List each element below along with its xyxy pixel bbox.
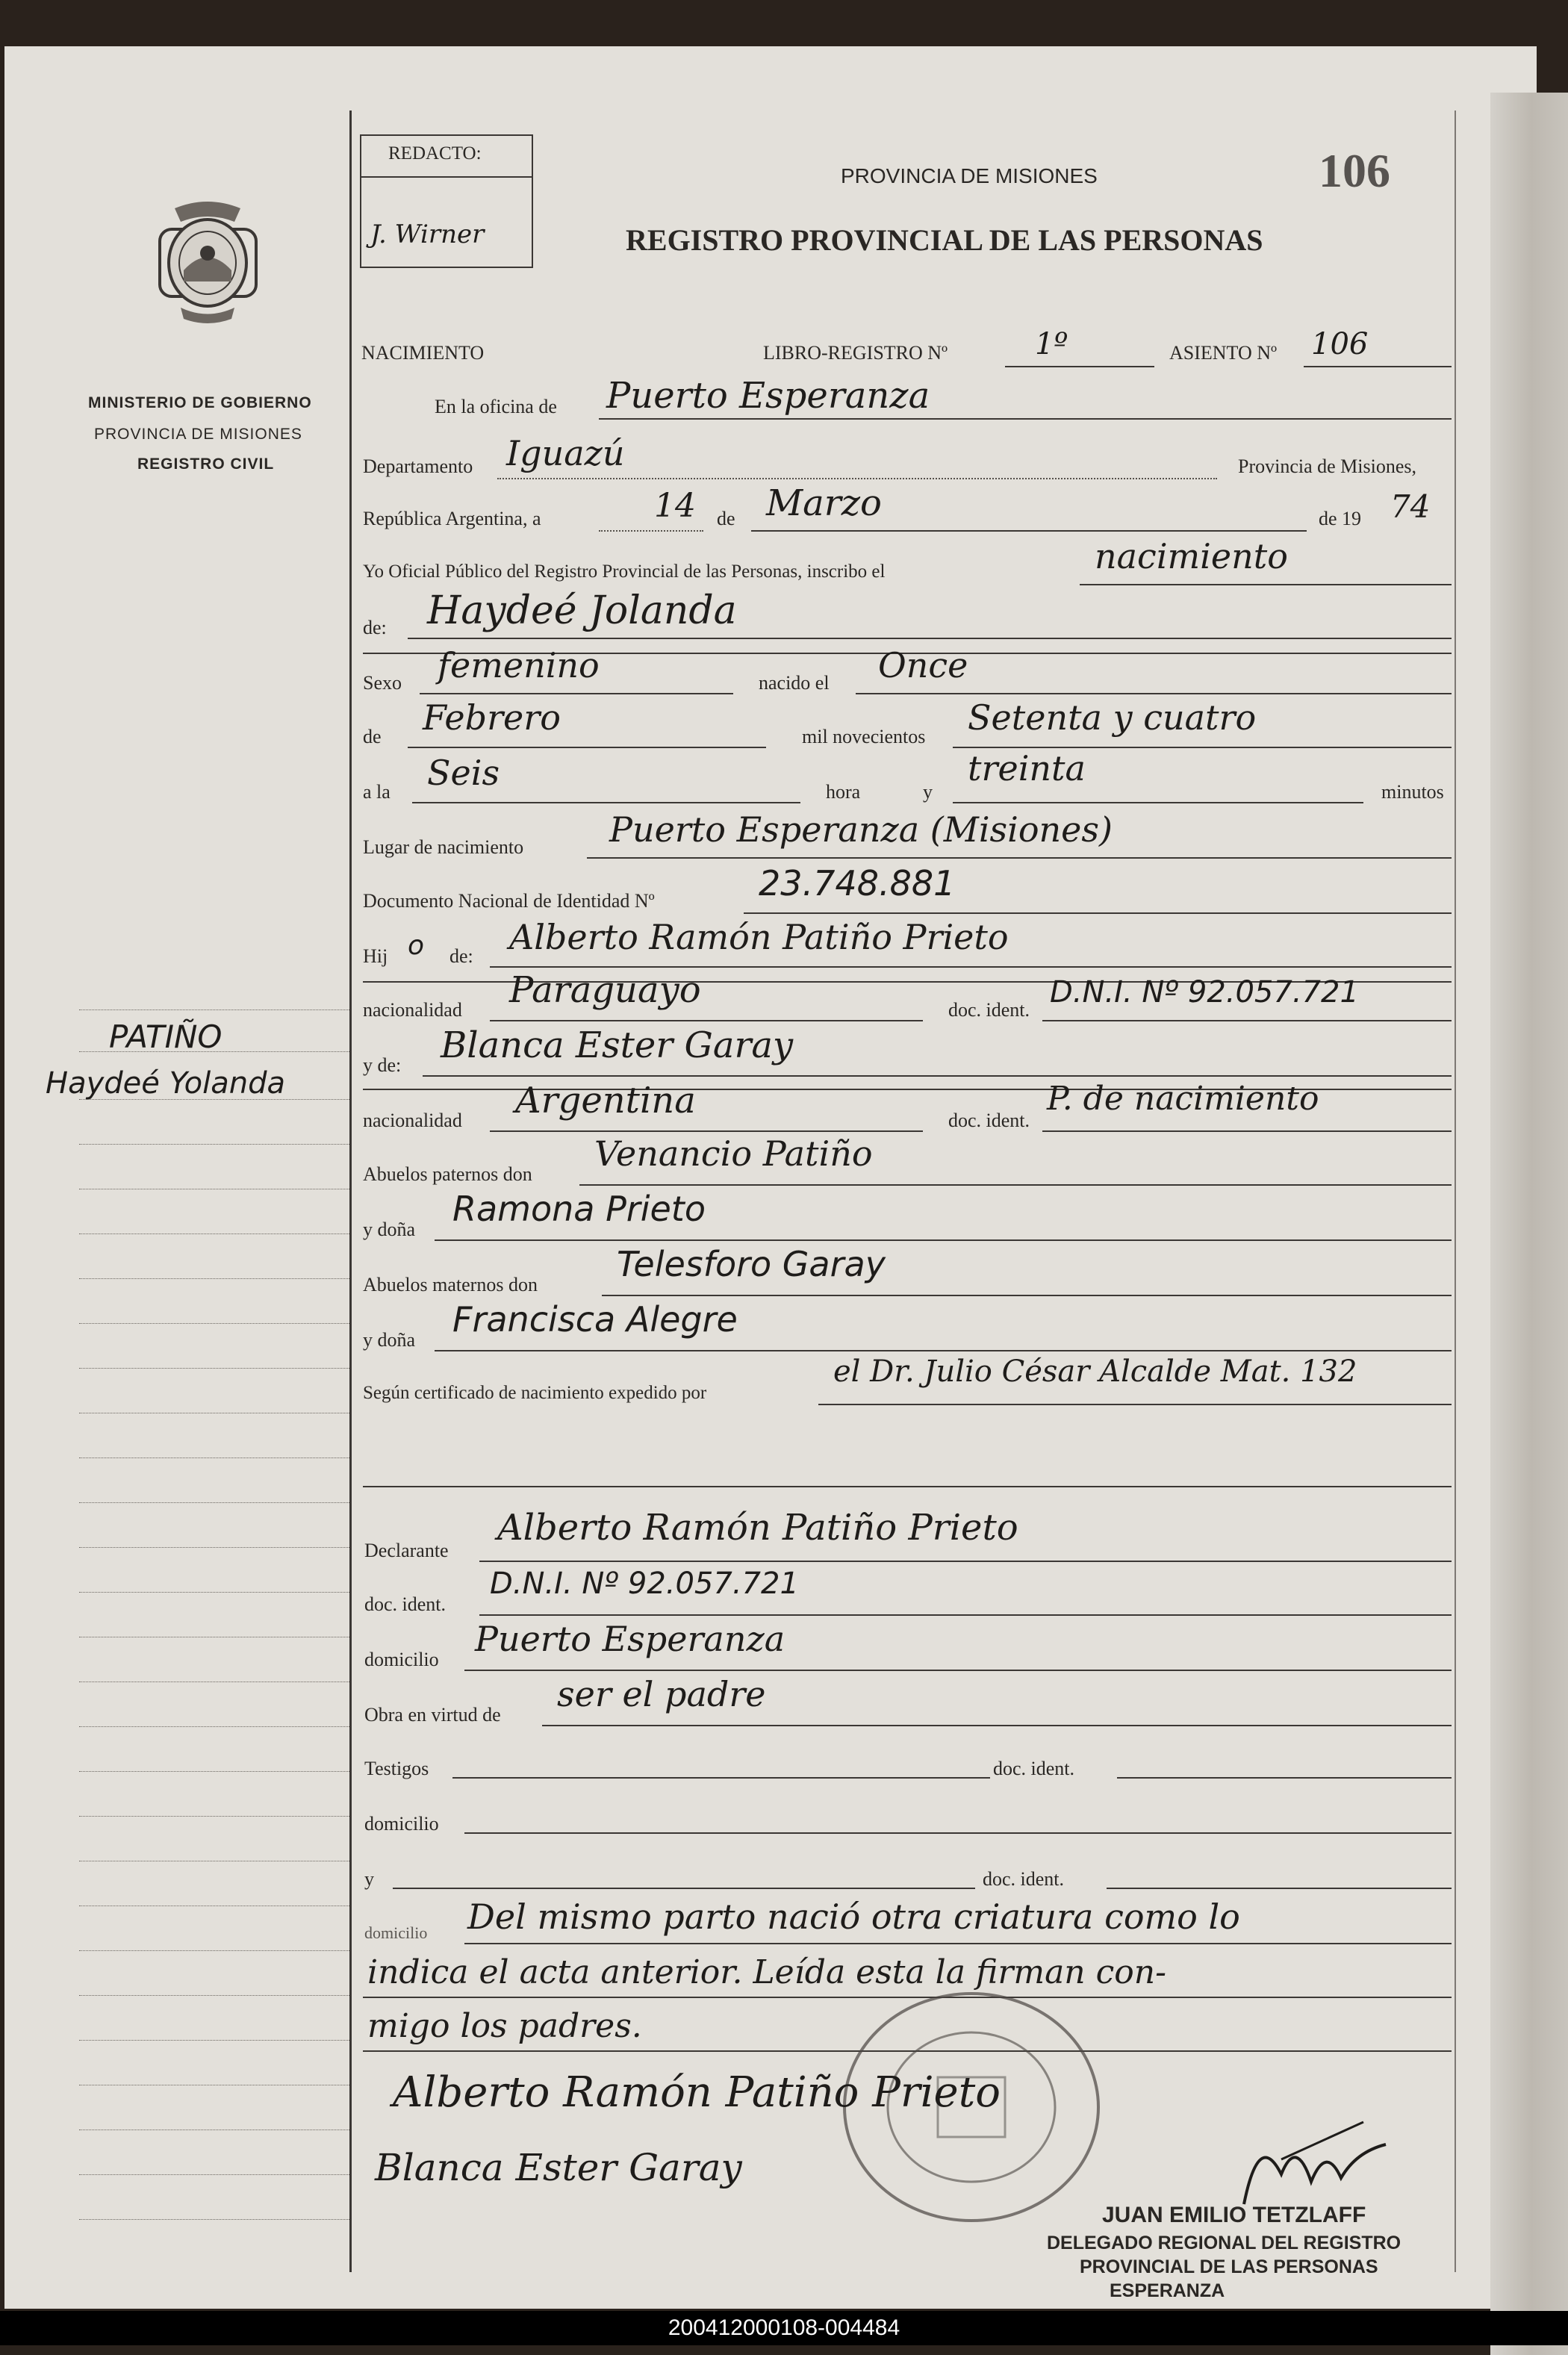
margin-surname: PATIÑO xyxy=(109,1018,223,1055)
madre-value: Blanca Ester Garay xyxy=(441,1024,794,1066)
observacion-line3: migo los padres. xyxy=(367,2007,642,2045)
nacionalidad-madre-value: Argentina xyxy=(515,1080,696,1121)
y-label: y xyxy=(923,781,933,803)
declarante-value: Alberto Ramón Patiño Prieto xyxy=(497,1507,1018,1549)
domicilio-value: Puerto Esperanza xyxy=(475,1619,785,1659)
doc-ident-madre-label: doc. ident. xyxy=(948,1110,1030,1131)
hora-label: hora xyxy=(826,781,861,803)
certificado-label: Según certificado de nacimiento expedido por xyxy=(363,1383,707,1403)
mil-value: Setenta y cuatro xyxy=(968,697,1257,738)
doc-padre-value: D.N.I. Nº 92.057.721 xyxy=(1050,975,1359,1009)
documento-value: 23.748.881 xyxy=(759,863,956,903)
page-title: REGISTRO PROVINCIAL DE LAS PERSONAS xyxy=(626,223,1263,257)
departamento-label: Departamento xyxy=(363,455,473,477)
mil-label: mil novecientos xyxy=(802,726,926,747)
minutos-label: minutos xyxy=(1381,781,1444,803)
nacido-value: Once xyxy=(878,645,968,685)
a-la-label: a la xyxy=(363,781,391,803)
registry-label: REGISTRO CIVIL xyxy=(137,455,275,473)
redacto-value: J. Wirner xyxy=(370,220,485,249)
month-value: Marzo xyxy=(766,482,882,524)
asiento-label: ASIENTO Nº xyxy=(1169,342,1278,364)
redacto-label: REDACTO: xyxy=(388,143,482,164)
abuela-materna-value: Francisca Alegre xyxy=(452,1299,738,1340)
oficina-label: En la oficina de xyxy=(435,396,557,417)
official-title1: DELEGADO REGIONAL DEL REGISTRO xyxy=(1047,2233,1401,2253)
province-label: PROVINCIA DE MISIONES xyxy=(94,426,302,443)
day-value: 14 xyxy=(654,487,696,525)
doc-ident-padre-label: doc. ident. xyxy=(948,999,1030,1021)
observacion-line1: Del mismo parto nació otra criatura como lo xyxy=(467,1897,1240,1937)
minutos-value: treinta xyxy=(968,748,1086,788)
lugar-label: Lugar de nacimiento xyxy=(363,836,524,858)
y-dona-paterna-label: y doña xyxy=(363,1219,416,1240)
right-margin-line xyxy=(1455,111,1456,2272)
page-number: 106 xyxy=(1319,144,1390,197)
type-label: NACIMIENTO xyxy=(361,342,485,364)
binding-edge xyxy=(1490,93,1568,2355)
nacido-label: nacido el xyxy=(759,672,830,694)
padre-value: Alberto Ramón Patiño Prieto xyxy=(509,917,1009,957)
abuelo-materno-value: Telesforo Garay xyxy=(617,1244,886,1284)
sidebar xyxy=(4,46,349,2309)
domicilio-label: domicilio xyxy=(364,1649,439,1670)
de-year-label: de 19 xyxy=(1319,508,1362,529)
provincia-suffix: Provincia de Misiones, xyxy=(1238,455,1417,477)
republica-label: República Argentina, a xyxy=(363,508,541,529)
domicilio-testigo2-label: domicilio xyxy=(364,1923,428,1942)
hora-value: Seis xyxy=(427,753,500,793)
coat-of-arms-icon xyxy=(154,199,262,326)
hijo-suffix: o xyxy=(408,930,425,961)
doc-madre-value: P. de nacimiento xyxy=(1047,1080,1319,1118)
mother-signature: Blanca Ester Garay xyxy=(375,2146,742,2189)
domicilio-testigo1-label: domicilio xyxy=(364,1813,439,1835)
y-dona-materna-label: y doña xyxy=(363,1329,416,1351)
de2-label: de xyxy=(363,726,382,747)
name-value: Haydeé Jolanda xyxy=(427,588,737,633)
observacion-line2: indica el acta anterior. Leída esta la firman con- xyxy=(367,1953,1166,1991)
testigos-label: Testigos xyxy=(364,1758,429,1779)
ministry-label: MINISTERIO DE GOBIERNO xyxy=(88,394,312,411)
doc-ident-declarante-label: doc. ident. xyxy=(364,1593,447,1615)
header-province: PROVINCIA DE MISIONES xyxy=(841,164,1098,187)
abuelo-paterno-value: Venancio Patiño xyxy=(594,1133,873,1174)
abuelos-maternos-label: Abuelos maternos don xyxy=(363,1274,538,1295)
image-id-footer: 200412000108-004484 xyxy=(0,2311,1568,2345)
asiento-value: 106 xyxy=(1311,327,1369,361)
abuelos-paternos-label: Abuelos paternos don xyxy=(363,1163,532,1185)
nacionalidad-madre-label: nacionalidad xyxy=(363,1110,462,1131)
year-value: 74 xyxy=(1390,488,1431,525)
father-signature: Alberto Ramón Patiño Prieto xyxy=(393,2068,1001,2117)
name-label: de: xyxy=(363,617,387,638)
de-label: de xyxy=(717,508,735,529)
doc-declarante-value: D.N.I. Nº 92.057.721 xyxy=(490,1567,799,1601)
doc-ident-testigo2-label: doc. ident. xyxy=(983,1868,1065,1890)
redacto-box xyxy=(360,134,533,268)
libro-value: 1º xyxy=(1035,327,1068,361)
official-name: JUAN EMILIO TETZLAFF xyxy=(1102,2203,1366,2227)
oficina-value: Puerto Esperanza xyxy=(606,375,930,417)
obra-value: ser el padre xyxy=(557,1674,766,1714)
document-page xyxy=(4,46,1537,2309)
nacionalidad-padre-label: nacionalidad xyxy=(363,999,462,1021)
obra-label: Obra en virtud de xyxy=(364,1704,501,1726)
y-testigo2-label: y xyxy=(364,1868,374,1890)
official-title3: ESPERANZA xyxy=(1110,2280,1225,2301)
oficial-value: nacimiento xyxy=(1095,536,1288,576)
lugar-value: Puerto Esperanza (Misiones) xyxy=(609,809,1113,850)
official-title2: PROVINCIAL DE LAS PERSONAS xyxy=(1080,2256,1378,2277)
declarante-label: Declarante xyxy=(364,1540,449,1561)
column-divider xyxy=(349,111,352,2272)
y-de-label: y de: xyxy=(363,1054,402,1076)
hijo-de-label: de: xyxy=(449,945,473,967)
doc-ident-testigo1-label: doc. ident. xyxy=(993,1758,1075,1779)
mes-value: Febrero xyxy=(423,697,561,738)
sexo-value: femenino xyxy=(438,645,600,685)
hijo-label: Hij xyxy=(363,945,388,967)
margin-given-names: Haydeé Yolanda xyxy=(46,1066,285,1101)
nacionalidad-padre-value: Paraguayo xyxy=(509,969,701,1011)
documento-label: Documento Nacional de Identidad Nº xyxy=(363,890,655,912)
abuela-paterna-value: Ramona Prieto xyxy=(452,1189,706,1229)
oficial-label: Yo Oficial Público del Registro Provincial de las Personas, inscribo el xyxy=(363,561,886,582)
libro-label: LIBRO-REGISTRO Nº xyxy=(763,342,948,364)
departamento-value: Iguazú xyxy=(506,433,625,473)
certificado-value: el Dr. Julio César Alcalde Mat. 132 xyxy=(833,1354,1357,1389)
sexo-label: Sexo xyxy=(363,672,402,694)
